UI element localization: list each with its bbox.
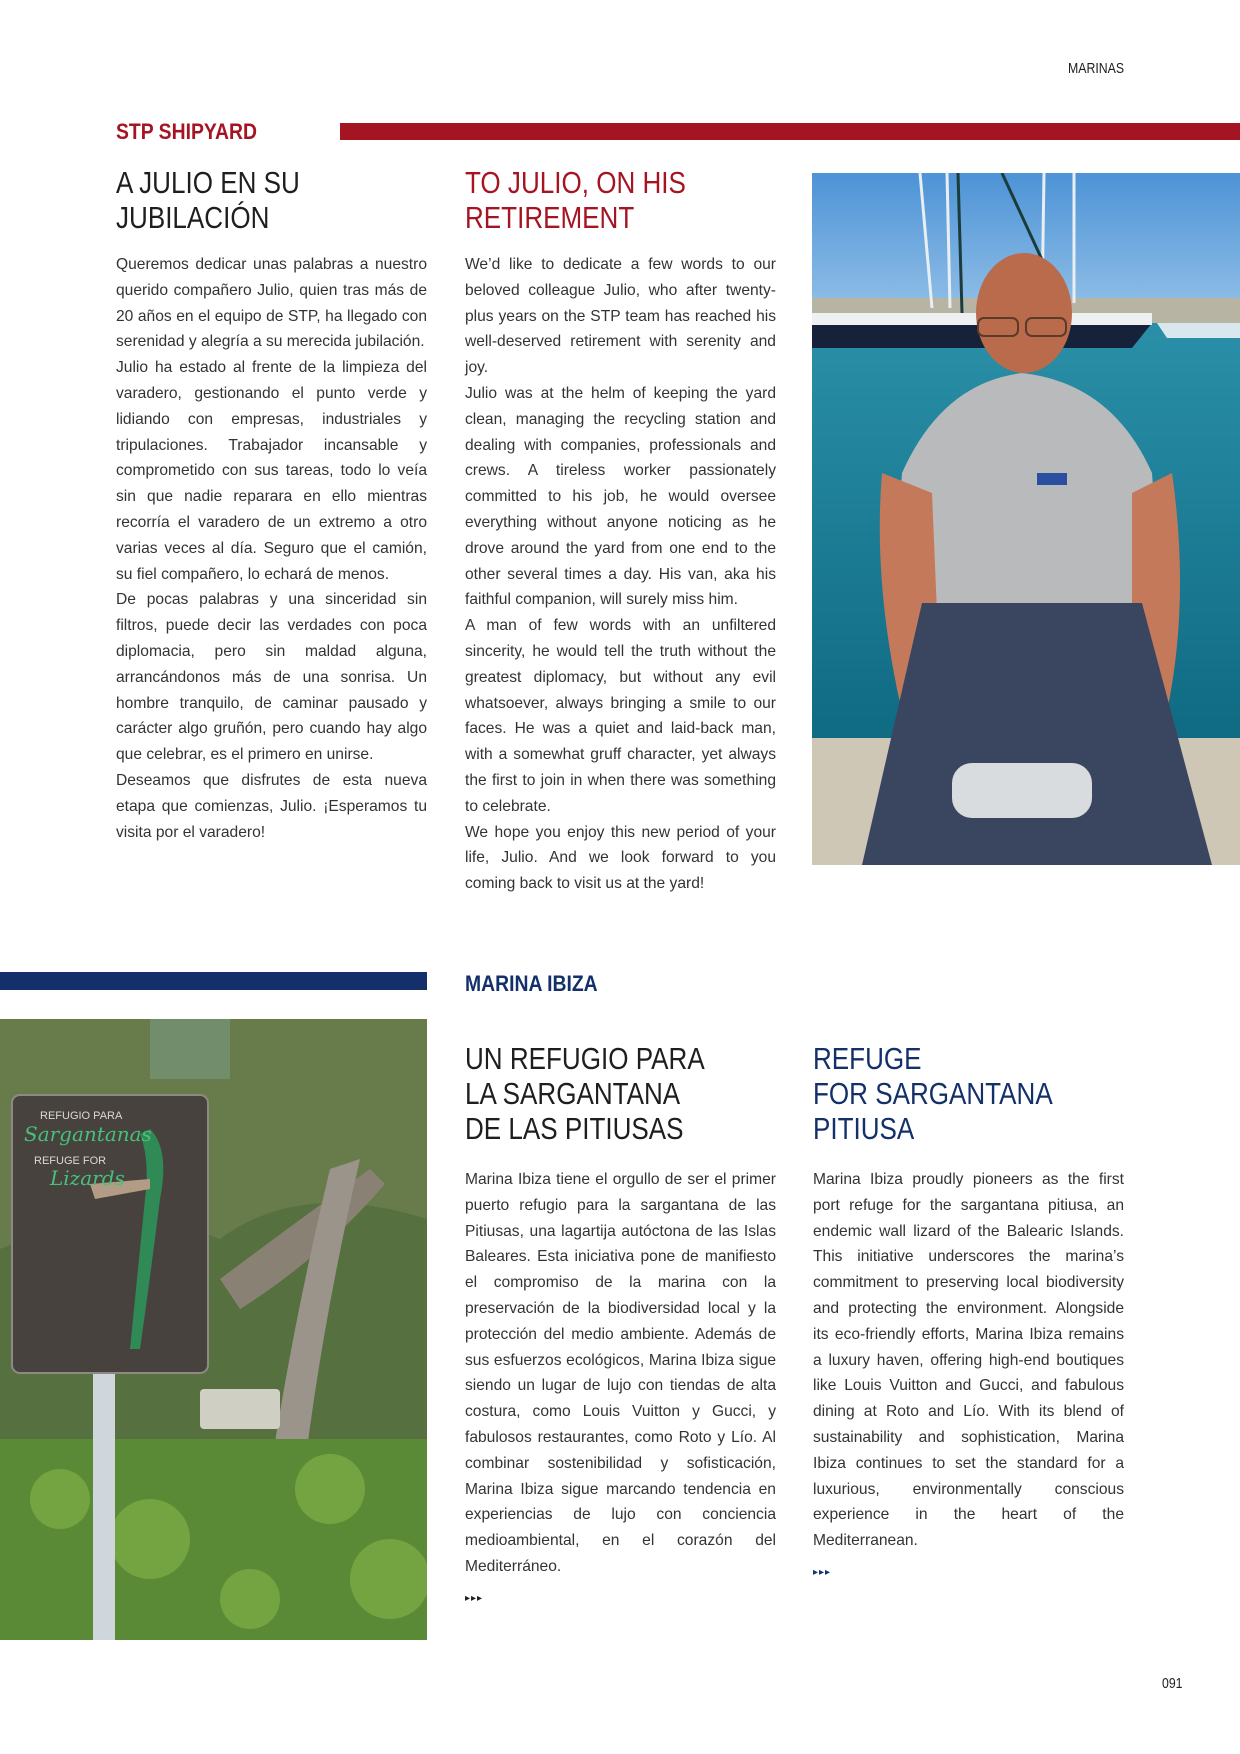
ibiza-section-rule bbox=[0, 972, 427, 990]
julio-photo-illustration bbox=[812, 173, 1240, 865]
stp-en-paragraph: A man of few words with an unfiltered sincerity, he would tell the truth without the greatest diplomacy, but without any evil whatsoever, always bringing a smile to our faces. He was a quiet and laid-back man, with a somewhat gruff character, yet always the first to join in when there was something to celebrate. bbox=[465, 617, 776, 815]
continue-arrows-icon: ▸▸▸ bbox=[465, 1592, 484, 1604]
ibiza-es-body bbox=[465, 1167, 776, 1612]
lizard-sign-photo bbox=[0, 1019, 427, 1640]
ibiza-en-paragraph: Marina Ibiza proudly pioneers as the first port refuge for the sargantana pitiusa, an endemic wall lizard of the Balearic Islands. This initiative underscores the marina’s commitment to preserving local biodiversity and protecting the environment. Alongside its eco-friendly efforts, Marina Ibiza remains a luxury haven, offering high-end boutiques like Louis Vuitton and Gucci, and fabulous dining at Roto and Lío. With its blend of sustainability and sophistication, Marina Ibiza continues to set the standard for a luxurious, environmentally conscious experience in the heart of the Mediterranean. bbox=[813, 1171, 1124, 1550]
stp-en-paragraph: We’d like to dedicate a few words to our beloved colleague Julio, who after twenty-plus years on the STP team has reached his well-deserved retirement with serenity and joy. bbox=[465, 256, 776, 377]
ibiza-en-title: REFUGE FOR SARGANTANA PITIUSA bbox=[813, 1041, 1053, 1146]
section-tag: MARINAS bbox=[1068, 60, 1125, 77]
stp-es-paragraph: Julio ha estado al frente de la limpieza del varadero, gestionando el punto verde y lidiando con empresas, industriales y tripulaciones. Trabajador incansable y comprometido con sus tareas, todo lo veía sin que nadie reparara en ello mientras recorría el varadero de un extremo a otro varias veces al día. Seguro que el camión, su fiel compañero, lo echará de menos. bbox=[116, 359, 427, 583]
ibiza-es-paragraph: Marina Ibiza tiene el orgullo de ser el primer puerto refugio para la sargantana de las Pitiusas, una lagartija autóctona de las Islas Baleares. Esta iniciativa pone de manifiesto el compromiso de la marina con la preservación de la biodiversidad local y la protección del medio ambiente. Además de sus esfuerzos ecológicos, Marina Ibiza sigue siendo un lugar de lujo con tiendas de alta costura, como Louis Vuitton y Gucci, y fabulosos restaurantes, como Roto y Lío. Al combinar sostenibilidad y sofisticación, Marina Ibiza sigue marcando tendencia en experiencias de lujo con conciencia medioambiental, en el corazón del Mediterráneo. bbox=[465, 1171, 776, 1575]
stp-section-label: STP SHIPYARD bbox=[116, 119, 257, 144]
stp-section-rule bbox=[340, 123, 1240, 140]
page-number: 091 bbox=[1162, 1675, 1183, 1692]
stp-en-paragraph: We hope you enjoy this new period of your life, Julio. And we look forward to you coming back to visit us at the yard! bbox=[465, 823, 776, 893]
stp-es-body bbox=[116, 252, 427, 845]
sign-line-1: REFUGIO PARA bbox=[40, 1110, 123, 1122]
stp-es-title: A JULIO EN SU JUBILACIÓN bbox=[116, 165, 300, 235]
ibiza-section-label: MARINA IBIZA bbox=[465, 971, 598, 996]
stp-es-paragraph: De pocas palabras y una sinceridad sin filtros, puede decir las verdades con poca diplomacia, pero sin maldad alguna, arrancándonos más de una sonrisa. Un hombre tranquilo, de caminar pausado y carácter algo gruñón, pero cuando hay algo que celebrar, es el primero en unirse. bbox=[116, 591, 427, 764]
julio-photo bbox=[812, 173, 1240, 865]
stp-es-paragraph: Deseamos que disfrutes de esta nueva etapa que comienzas, Julio. ¡Esperamos tu visita por el varadero! bbox=[116, 771, 427, 841]
sign-line-2: Sargantanas bbox=[24, 1122, 152, 1146]
sign-line-3: REFUGE FOR bbox=[34, 1155, 107, 1167]
ibiza-en-body bbox=[813, 1167, 1124, 1586]
stp-es-paragraph: Queremos dedicar unas palabras a nuestro querido compañero Julio, quien tras más de 20 años en el equipo de STP, ha llegado con serenidad y alegría a su merecida jubilación. bbox=[116, 256, 427, 351]
stp-en-paragraph: Julio was at the helm of keeping the yard clean, managing the recycling station and dealing with companies, professionals and crews. A tireless worker passionately committed to his job, he would oversee everything without anyone noticing as he drove around the yard from one end to the other several times a day. His van, aka his faithful companion, will surely miss him. bbox=[465, 384, 776, 609]
stp-en-body bbox=[465, 252, 776, 897]
continue-arrows-icon: ▸▸▸ bbox=[813, 1566, 832, 1578]
sign-line-4: Lizards bbox=[50, 1166, 125, 1190]
stp-en-title: TO JULIO, ON HIS RETIREMENT bbox=[465, 165, 686, 235]
ibiza-es-title: UN REFUGIO PARA LA SARGANTANA DE LAS PITIUSAS bbox=[465, 1041, 705, 1146]
lizard-sign-illustration bbox=[0, 1019, 427, 1640]
